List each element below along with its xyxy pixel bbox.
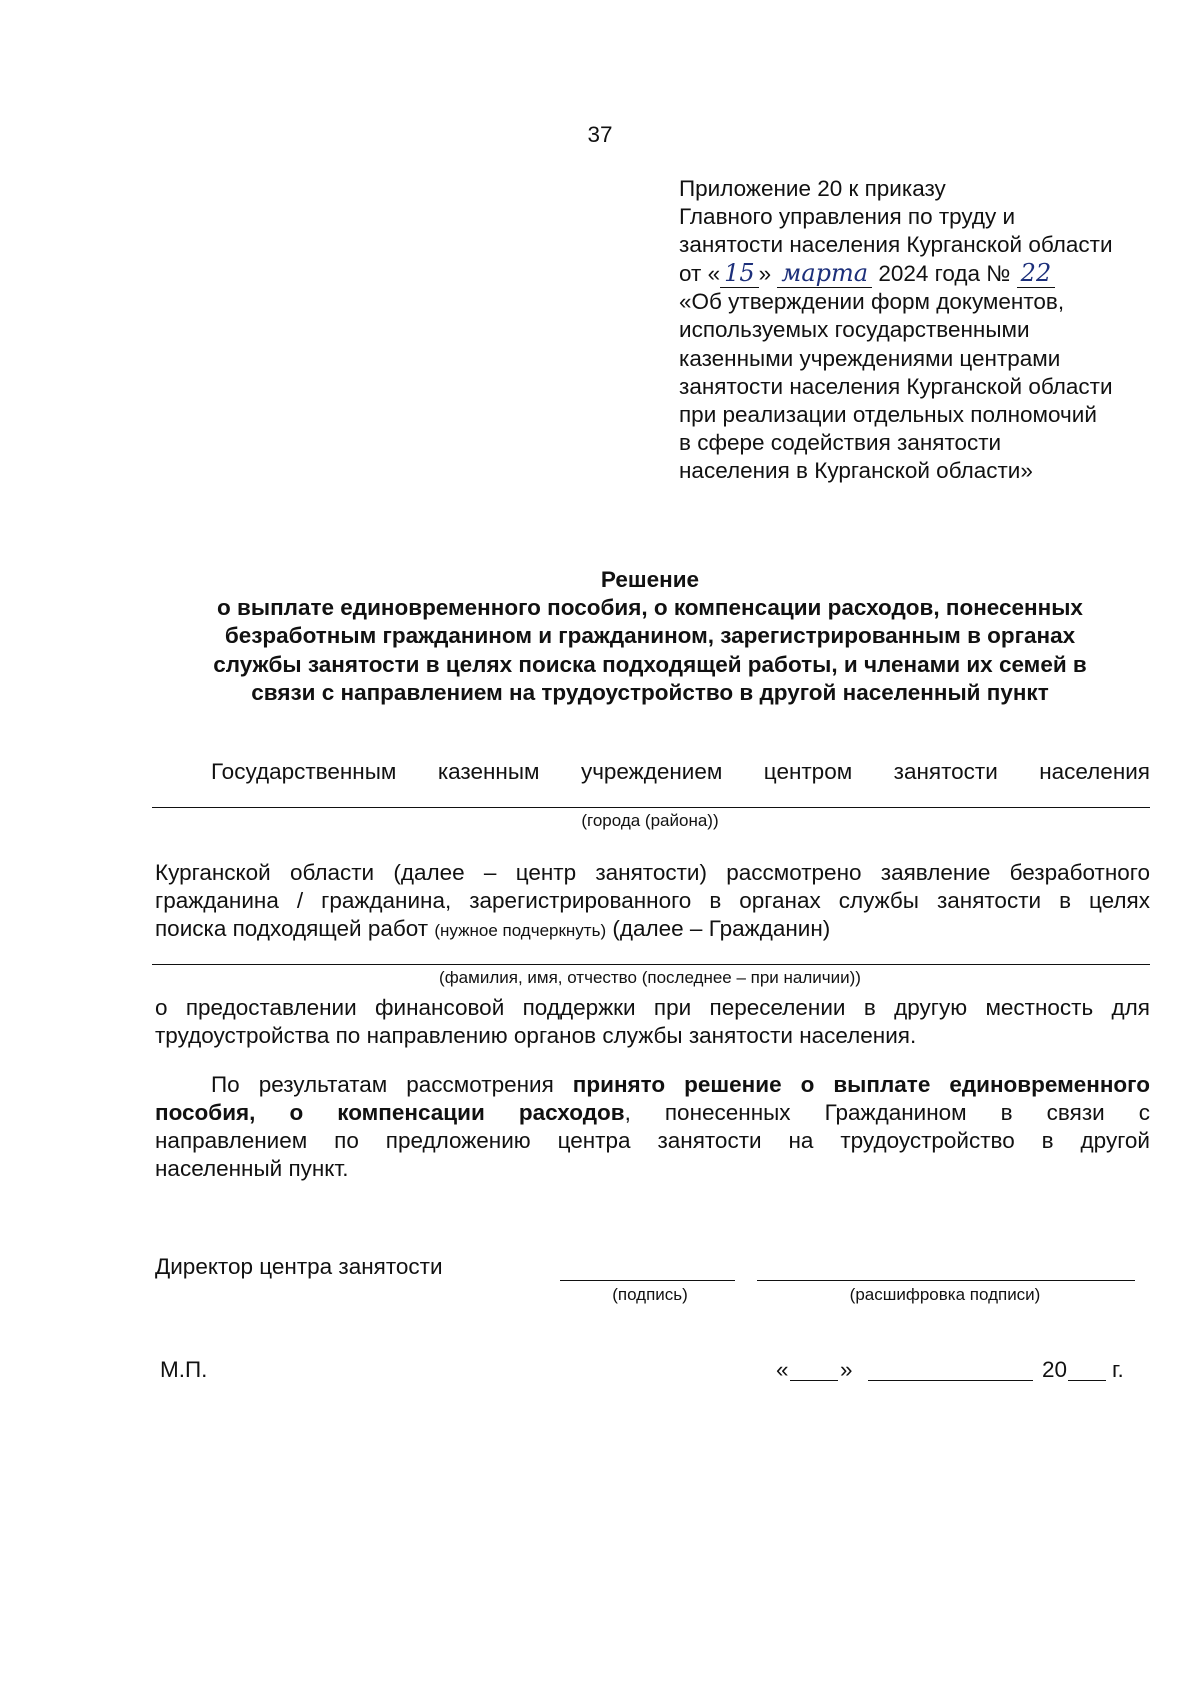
- handwritten-day: 15: [720, 259, 759, 288]
- p3-line2-bold: пособия, о компенсации расходов: [155, 1100, 625, 1125]
- underline-note: (нужное подчеркнуть): [434, 921, 607, 940]
- title-line: службы занятости в целях поиска подходящей работы, и членами их семей в: [213, 651, 1087, 677]
- title-line: связи с направлением на трудоустройство в другой населенный пункт: [251, 679, 1049, 705]
- appendix-line: Приложение 20 к приказу: [679, 176, 946, 201]
- document-title: [150, 566, 1150, 707]
- appendix-line: занятости населения Курганской области: [679, 373, 1113, 399]
- paragraph-line: гражданина / гражданина, зарегистрированного в органах службы занятости в целях: [155, 888, 1150, 913]
- paragraph-line: [211, 1071, 1150, 1099]
- title-heading: Решение: [600, 567, 700, 592]
- date-prefix: от «: [679, 261, 721, 287]
- date-mid: »: [758, 261, 772, 287]
- stamp-label: М.П.: [160, 1357, 208, 1382]
- paragraph-line: направлением по предложению центра занятости на трудоустройство в другой: [155, 1128, 1150, 1153]
- paragraph-line: Курганской области (далее – центр занятости) рассмотрено заявление безработного: [155, 860, 1150, 885]
- appendix-line: Главного управления по труду и: [679, 204, 1016, 230]
- p1-line3-tail: (далее – Гражданин): [612, 916, 831, 941]
- director-label: Директор центра занятости: [155, 1254, 443, 1279]
- year-prefix: 20: [1042, 1357, 1068, 1382]
- city-underline: [152, 807, 1150, 808]
- p1-line3-text: поиска подходящей работ: [155, 916, 429, 941]
- signature-underline: [560, 1280, 735, 1281]
- p3-line1-text: По результатам рассмотрения: [211, 1072, 573, 1097]
- fio-underline: [152, 964, 1150, 965]
- city-caption: (города (района)): [581, 811, 719, 830]
- appendix-line: казенными учреждениями центрами: [679, 345, 1061, 371]
- date-year: 2024 года №: [878, 261, 1011, 287]
- p3-line2-text: , понесенных Гражданином в связи с: [624, 1100, 1150, 1125]
- date-day-blank: [790, 1380, 838, 1381]
- intro-line: Государственным казенным учреждением центром занятости населения: [211, 759, 1150, 784]
- appendix-line: занятости населения Курганской области: [679, 232, 1113, 258]
- title-line: о выплате единовременного пособия, о компенсации расходов, понесенных: [217, 595, 1083, 621]
- date-month-blank: [868, 1380, 1033, 1381]
- appendix-line: в сфере содействия занятости: [679, 429, 1002, 455]
- paragraph-line: о предоставлении финансовой поддержки при переселении в другую местность для: [155, 995, 1150, 1020]
- paragraph-line: населенный пункт.: [155, 1156, 349, 1181]
- p3-line1-bold: принято решение о выплате единовременного: [572, 1072, 1150, 1097]
- signature-caption: (подпись): [612, 1285, 688, 1304]
- appendix-line: населения в Курганской области»: [679, 457, 1033, 483]
- decoding-underline: [757, 1280, 1135, 1281]
- paragraph-line: трудоустройства по направлению органов службы занятости населения.: [155, 1023, 917, 1048]
- handwritten-month: марта: [777, 259, 872, 288]
- appendix-line: при реализации отдельных полномочий: [679, 401, 1097, 427]
- title-line: безработным гражданином и гражданином, зарегистрированным в органах: [224, 623, 1076, 649]
- date-close-quote: »: [840, 1357, 853, 1382]
- paragraph-line: [155, 1099, 1150, 1127]
- year-blank: [1068, 1380, 1106, 1381]
- page-number: 37: [587, 122, 613, 147]
- decoding-caption: (расшифровка подписи): [849, 1285, 1041, 1304]
- handwritten-order-number: 22: [1017, 259, 1056, 288]
- date-open-quote: «: [776, 1357, 789, 1382]
- paragraph-line: [155, 915, 1150, 945]
- fio-caption: (фамилия, имя, отчество (последнее – при наличии)): [439, 968, 861, 987]
- appendix-line: «Об утверждении форм документов,: [679, 289, 1065, 315]
- appendix-block: [679, 175, 1179, 485]
- year-suffix: г.: [1112, 1357, 1124, 1382]
- appendix-line: используемых государственными: [679, 317, 1030, 343]
- appendix-date-line: [679, 259, 1179, 288]
